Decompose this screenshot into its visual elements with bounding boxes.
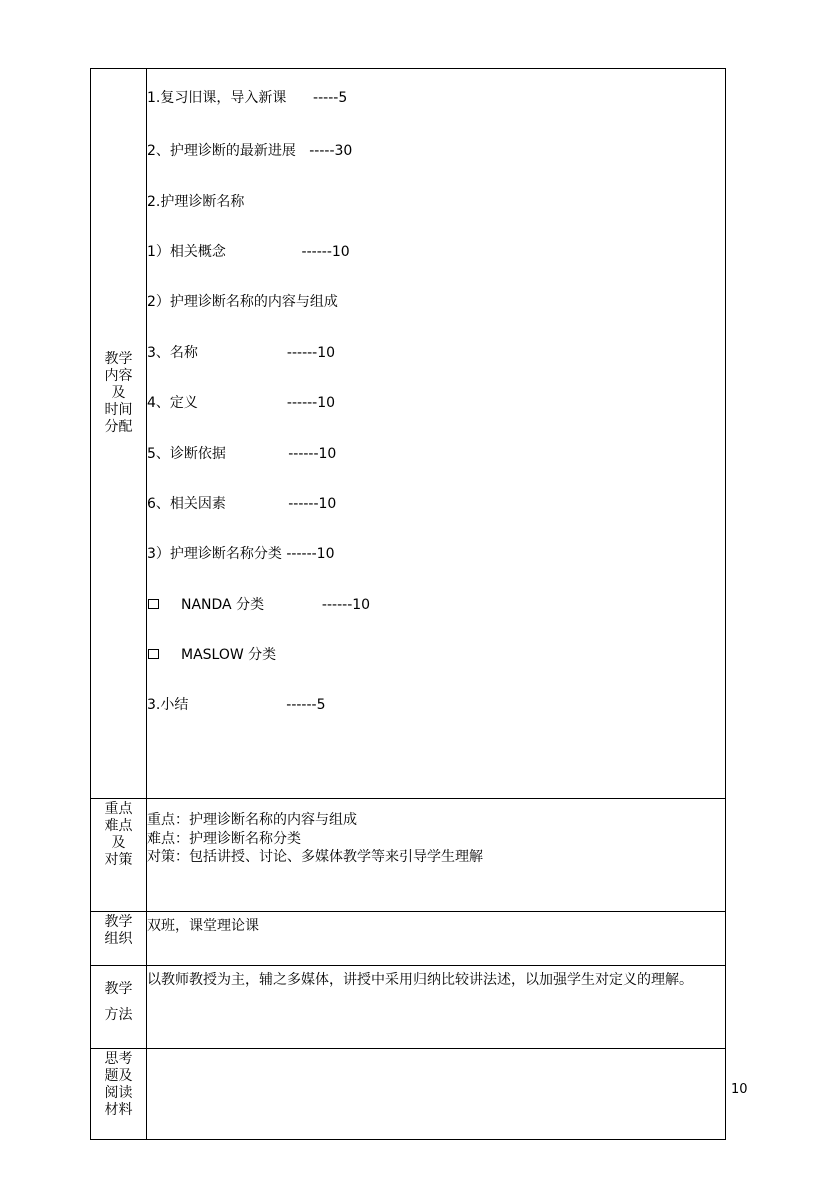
text-line: 双班，课堂理论课	[147, 918, 259, 934]
label-line: 重点	[104, 801, 133, 817]
list-item: 3）护理诊断名称分类 ------10	[147, 546, 335, 563]
teaching-organization-row	[91, 912, 726, 966]
label-line: 题及	[104, 1068, 133, 1084]
label-line: 组织	[104, 931, 133, 947]
list-item	[147, 629, 725, 679]
label-line: 对策	[104, 852, 133, 868]
label-line: 方法	[104, 1007, 133, 1023]
row-label	[91, 69, 147, 799]
key-difficult-points-row	[91, 799, 726, 912]
list-item: 5、诊断依据 ------10	[147, 445, 337, 462]
list-item: 3.小结 ------5	[147, 697, 326, 714]
list-item: 3、名称 ------10	[147, 344, 336, 361]
lesson-plan-table	[90, 68, 726, 1140]
label-line: 内容	[104, 368, 133, 384]
list-item: 1.复习旧课，导入新课 -----5	[147, 90, 348, 106]
list-item: 1）相关概念 ------10	[147, 243, 350, 260]
checkbox-bullet-icon	[148, 649, 159, 659]
text-line: 难点：护理诊断名称分类	[147, 830, 301, 847]
text-paragraph: 以教师教授为主，辅之多媒体，讲授中采用归纳比较讲法述，以加强学生对定义的理解。	[147, 972, 693, 988]
list-item-text: NANDA 分类 ------10	[181, 596, 371, 613]
label-line: 分配	[104, 419, 133, 435]
row-label	[91, 912, 147, 966]
list-item	[147, 579, 725, 629]
label-line: 材料	[104, 1102, 133, 1118]
label-line: 教学	[104, 351, 133, 367]
content-cell	[147, 69, 726, 799]
page-number: 10	[731, 1082, 748, 1097]
list-item-text: MASLOW 分类	[181, 647, 277, 664]
row-label	[91, 1049, 147, 1140]
checkbox-bullet-icon	[148, 599, 159, 609]
label-line: 教学	[104, 981, 133, 997]
reading-materials-row	[91, 1049, 726, 1140]
label-line: 阅读	[104, 1085, 133, 1101]
content-cell	[147, 966, 726, 1049]
label-line: 时间	[104, 402, 133, 418]
list-item: 2.护理诊断名称	[147, 193, 245, 210]
list-item: 2、护理诊断的最新进展 -----30	[147, 143, 353, 160]
list-item: 6、相关因素 ------10	[147, 495, 337, 512]
content-cell	[147, 1049, 726, 1140]
list-item: 4、定义 ------10	[147, 395, 336, 412]
label-line: 思考	[104, 1051, 133, 1067]
text-line: 对策：包括讲授、讨论、多媒体教学等来引导学生理解	[147, 849, 483, 865]
row-label	[91, 966, 147, 1049]
label-line: 教学	[104, 914, 133, 930]
teaching-method-row	[91, 966, 726, 1049]
content-time-row	[91, 69, 726, 799]
row-label	[91, 799, 147, 912]
list-item: 2）护理诊断名称的内容与组成	[147, 294, 338, 311]
label-line: 难点	[104, 818, 133, 834]
label-line: 及	[111, 835, 126, 851]
text-line: 重点：护理诊断名称的内容与组成	[147, 812, 357, 828]
content-cell	[147, 799, 726, 912]
label-line: 及	[111, 385, 126, 401]
content-cell	[147, 912, 726, 966]
